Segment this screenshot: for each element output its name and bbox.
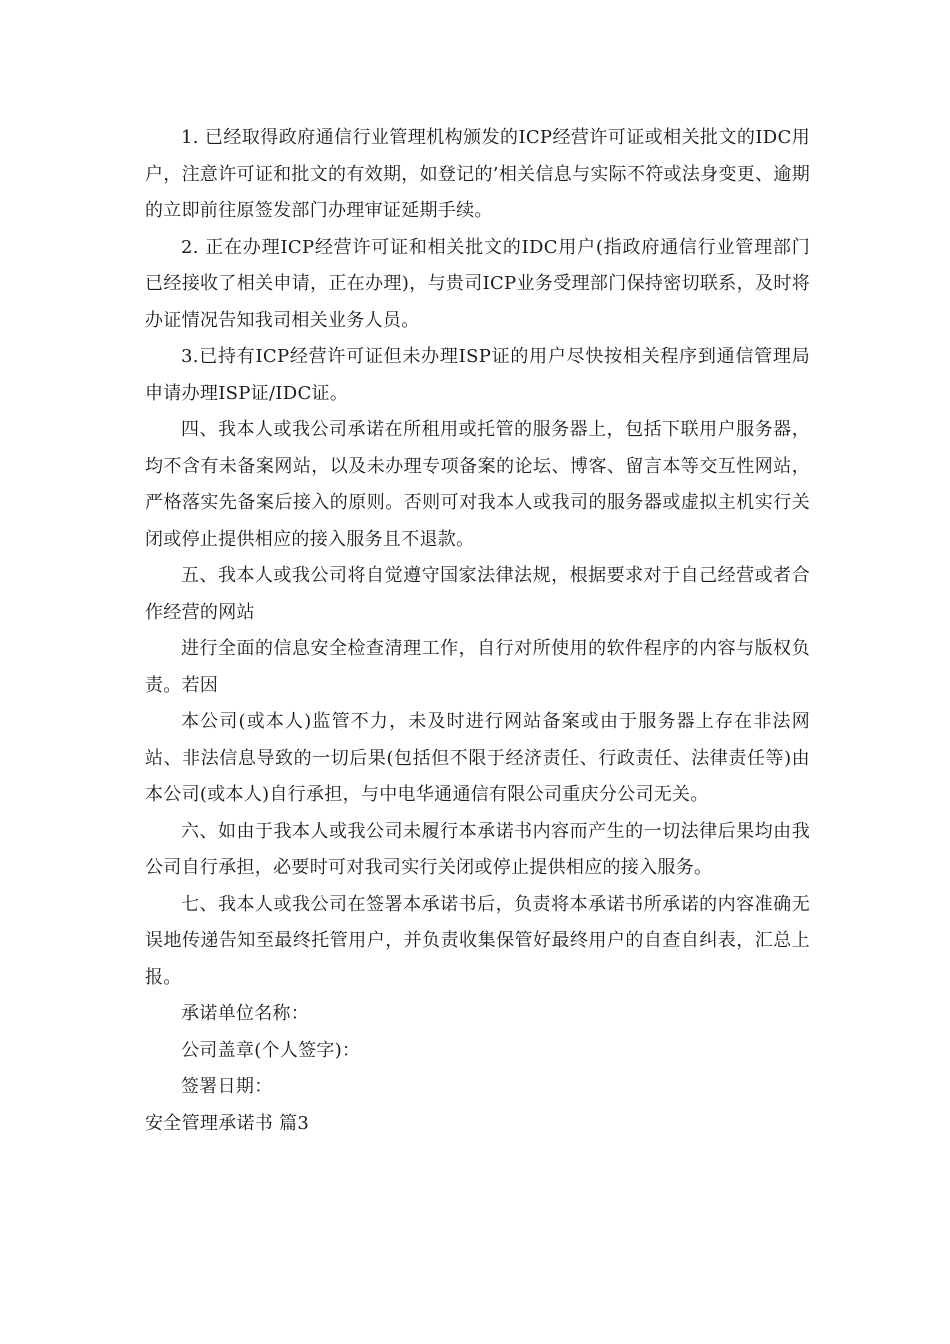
clause-five-liability: 本公司(或本人)监管不力，未及时进行网站备案或由于服务器上存在非法网站、非法信息导致的一切后果(包括但不限于经济责任、行政责任、法律责任等)由本公司(或本人)自行承担，与中电华通通信有限公司重庆分公司无关。 [145,711,810,805]
signature-seal: 公司盖章(个人签字)： [181,1039,361,1061]
clause-four: 四、我本人或我公司承诺在所租用或托管的服务器上，包括下联用户服务器，均不含有未备案网站，以及未办理专项备案的论坛、博客、留言本等交互性网站，严格落实先备案后接入的原则。否则可对我本人或我司的服务器或虚拟主机实行关闭或停止提供相应的接入服务且不退款。 [145,419,810,550]
clause-seven: 七、我本人或我公司在签署本承诺书后，负责将本承诺书所承诺的内容准确无误地传递告知至最终托管用户，并负责收集保管好最终用户的自查自纠表，汇总上报。 [145,893,810,988]
section-heading: 安全管理承诺书 篇3 [145,1112,310,1134]
document-body [145,120,810,1142]
signature-unit-name: 承诺单位名称： [181,1003,310,1024]
clause-six: 六、如由于我本人或我公司未履行本承诺书内容而产生的一切法律后果均由我公司自行承担，必要时可对我司实行关闭或停止提供相应的接入服务。 [145,820,810,878]
clause-2: 2. 正在办理ICP经营许可证和相关批文的IDC用户(指政府通信行业管理部门已经接收了相关申请，正在办理)，与贵司ICP业务受理部门保持密切联系，及时将办证情况告知我司相关业务人员。 [145,236,810,331]
clause-1: 1. 已经取得政府通信行业管理机构颁发的ICP经营许可证或相关批文的IDC用户，注意许可证和批文的有效期，如登记的’相关信息与实际不符或法身变更、逾期的立即前往原签发部门办理审证延期手续。 [145,127,810,221]
clause-five-continued: 进行全面的信息安全检查清理工作，自行对所使用的软件程序的内容与版权负责。若因 [145,638,810,696]
clause-five: 五、我本人或我公司将自觉遵守国家法律法规，根据要求对于自己经营或者合作经营的网站 [145,565,810,623]
signature-date: 签署日期： [181,1076,273,1097]
clause-3: 3.已持有ICP经营许可证但未办理ISP证的用户尽快按相关程序到通信管理局申请办理ISP证/IDC证。 [145,346,810,404]
